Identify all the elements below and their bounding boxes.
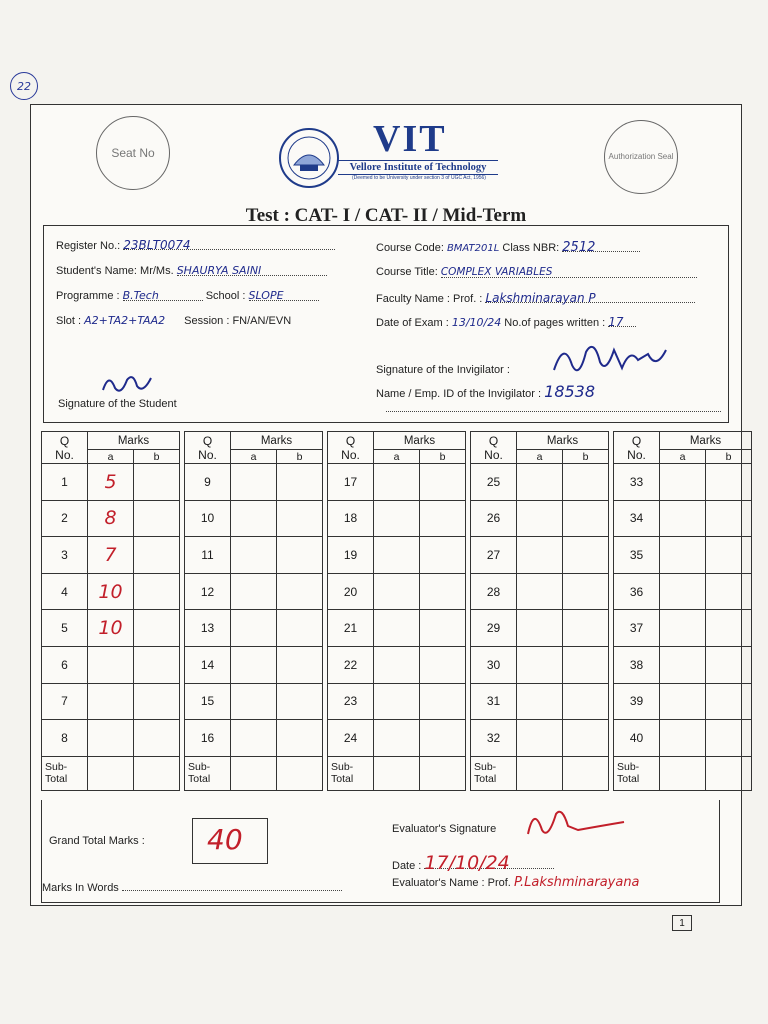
pages-label: No.of pages written : xyxy=(504,317,606,329)
student-sig-label: Signature of the Student xyxy=(58,398,177,410)
question-number: 38 xyxy=(614,646,660,683)
part-a-header: a xyxy=(660,450,706,464)
question-number: 18 xyxy=(328,500,374,537)
faculty-value: Lakshminarayan P xyxy=(485,291,695,303)
mark-a-cell[interactable] xyxy=(231,464,277,501)
mark-b-cell[interactable] xyxy=(420,500,466,537)
evaluator-name-label: Evaluator's Name : Prof. xyxy=(392,877,511,889)
question-number: 31 xyxy=(471,683,517,720)
mark-b-cell[interactable] xyxy=(420,646,466,683)
question-number: 8 xyxy=(42,720,88,757)
course-title-value: COMPLEX VARIABLES xyxy=(441,266,697,278)
question-number: 17 xyxy=(328,464,374,501)
mark-a-cell[interactable] xyxy=(517,573,563,610)
student-name-label: Student's Name: Mr/Ms. xyxy=(56,265,174,277)
part-b-header: b xyxy=(706,450,752,464)
marks-header: Marks xyxy=(517,432,609,450)
student-name-value: SHAURYA SAINI xyxy=(177,264,327,276)
table-row xyxy=(42,720,752,757)
logo-wordmark: VIT xyxy=(373,118,447,160)
q-no-header: Q No. xyxy=(614,432,660,464)
eval-date-label: Date : xyxy=(392,860,422,872)
slot-label: Slot : xyxy=(56,315,82,327)
mark-a-cell[interactable] xyxy=(660,683,706,720)
mark-a-cell[interactable] xyxy=(660,464,706,501)
mark-a-cell[interactable] xyxy=(660,646,706,683)
part-a-header: a xyxy=(517,450,563,464)
question-number: 40 xyxy=(614,720,660,757)
question-number: 20 xyxy=(328,573,374,610)
invigilator-sig-line xyxy=(386,411,721,412)
question-number: 24 xyxy=(328,720,374,757)
course-code-label: Course Code: xyxy=(376,242,444,254)
question-number: 3 xyxy=(42,537,88,574)
q-no-header: Q No. xyxy=(185,432,231,464)
table-row xyxy=(42,646,752,683)
part-b-header: b xyxy=(563,450,609,464)
table-row xyxy=(42,464,752,501)
register-no-field xyxy=(56,238,335,252)
mark-a-cell[interactable] xyxy=(88,500,134,537)
subtotal-a-cell[interactable] xyxy=(374,756,420,790)
question-number: 10 xyxy=(185,500,231,537)
mark-b-cell[interactable] xyxy=(277,683,323,720)
question-number: 1 xyxy=(42,464,88,501)
question-number: 6 xyxy=(42,646,88,683)
question-number: 15 xyxy=(185,683,231,720)
class-nbr-value: 2512 xyxy=(562,240,640,252)
invigilator-signature xyxy=(544,340,684,380)
mark-a-cell[interactable] xyxy=(660,537,706,574)
question-number: 5 xyxy=(42,610,88,647)
mark-b-cell[interactable] xyxy=(563,464,609,501)
mark-a-cell[interactable] xyxy=(374,537,420,574)
programme-field xyxy=(56,289,319,302)
register-value: 23BLT0074 xyxy=(123,238,335,250)
mark-b-cell[interactable] xyxy=(420,720,466,757)
student-info-box xyxy=(43,225,729,423)
invigilator-id-value: 18538 xyxy=(544,382,596,401)
evaluator-signature xyxy=(520,804,630,842)
question-number: 30 xyxy=(471,646,517,683)
mark-a-cell[interactable] xyxy=(231,573,277,610)
question-number: 37 xyxy=(614,610,660,647)
evaluator-name-value: P.Lakshminarayana xyxy=(513,875,640,890)
subtotal-a-cell[interactable] xyxy=(231,756,277,790)
mark-a-cell[interactable] xyxy=(231,720,277,757)
mark-b-cell[interactable] xyxy=(277,464,323,501)
mark-b-cell[interactable] xyxy=(706,573,752,610)
marks-header: Marks xyxy=(88,432,180,450)
handwritten-mark: 7 xyxy=(104,543,117,566)
course-code-field xyxy=(376,240,640,254)
course-title-field xyxy=(376,266,697,278)
subtotal-b-cell[interactable] xyxy=(563,756,609,790)
mark-b-cell[interactable] xyxy=(706,500,752,537)
subtotal-label: Sub- Total xyxy=(471,756,517,790)
mark-b-cell[interactable] xyxy=(134,500,180,537)
question-number: 19 xyxy=(328,537,374,574)
mark-a-cell[interactable] xyxy=(231,500,277,537)
student-name-field xyxy=(56,264,327,277)
mark-a-cell[interactable] xyxy=(231,537,277,574)
invigilator-name-field xyxy=(376,382,595,401)
mark-b-cell[interactable] xyxy=(277,537,323,574)
question-number: 35 xyxy=(614,537,660,574)
subtotal-row xyxy=(42,756,752,790)
mark-b-cell[interactable] xyxy=(706,537,752,574)
question-number: 4 xyxy=(42,573,88,610)
mark-a-cell[interactable] xyxy=(517,464,563,501)
mark-b-cell[interactable] xyxy=(563,500,609,537)
question-number: 29 xyxy=(471,610,517,647)
question-number: 9 xyxy=(185,464,231,501)
student-sig-field xyxy=(58,398,177,410)
mark-b-cell[interactable] xyxy=(277,646,323,683)
mark-b-cell[interactable] xyxy=(420,610,466,647)
mark-b-cell[interactable] xyxy=(134,720,180,757)
question-number: 2 xyxy=(42,500,88,537)
corner-page-mark: 22 xyxy=(10,72,38,100)
slot-value: A2+TA2+TAA2 xyxy=(84,314,166,327)
question-number: 13 xyxy=(185,610,231,647)
table-row xyxy=(42,537,752,574)
subtotal-label: Sub- Total xyxy=(614,756,660,790)
table-row xyxy=(42,610,752,647)
page-number: 1 xyxy=(672,915,692,931)
mark-a-cell[interactable] xyxy=(374,573,420,610)
question-number: 34 xyxy=(614,500,660,537)
mark-b-cell[interactable] xyxy=(563,610,609,647)
register-label: Register No.: xyxy=(56,240,121,252)
question-number: 21 xyxy=(328,610,374,647)
slot-field xyxy=(56,314,291,327)
mark-b-cell[interactable] xyxy=(563,646,609,683)
authorization-seal: Authorization Seal xyxy=(604,120,678,194)
evaluator-name-field xyxy=(392,875,640,890)
mark-a-cell[interactable] xyxy=(517,610,563,647)
question-number: 27 xyxy=(471,537,517,574)
mark-a-cell[interactable] xyxy=(88,683,134,720)
seat-no-seal: Seat No xyxy=(96,116,170,190)
eval-date-value: 17/10/24 xyxy=(424,852,554,869)
mark-b-cell[interactable] xyxy=(277,610,323,647)
mark-a-cell[interactable] xyxy=(88,720,134,757)
part-b-header: b xyxy=(277,450,323,464)
table-row xyxy=(42,500,752,537)
school-label: School : xyxy=(205,290,246,302)
mark-b-cell[interactable] xyxy=(134,573,180,610)
question-number: 36 xyxy=(614,573,660,610)
mark-b-cell[interactable] xyxy=(277,500,323,537)
q-no-header: Q No. xyxy=(328,432,374,464)
subtotal-label: Sub- Total xyxy=(328,756,374,790)
mark-a-cell[interactable] xyxy=(88,537,134,574)
mark-b-cell[interactable] xyxy=(277,720,323,757)
mark-a-cell[interactable] xyxy=(517,720,563,757)
eval-date-field xyxy=(392,852,554,872)
grand-total-box xyxy=(192,818,268,864)
exam-date-value: 13/10/24 xyxy=(451,316,502,329)
mark-a-cell[interactable] xyxy=(88,646,134,683)
programme-value: B.Tech xyxy=(123,289,203,301)
mark-a-cell[interactable] xyxy=(660,573,706,610)
answer-sheet-cover xyxy=(30,104,742,906)
subtotal-label: Sub- Total xyxy=(185,756,231,790)
marks-header: Marks xyxy=(374,432,466,450)
mark-a-cell[interactable] xyxy=(374,500,420,537)
mark-a-cell[interactable] xyxy=(231,610,277,647)
question-number: 22 xyxy=(328,646,374,683)
mark-b-cell[interactable] xyxy=(134,537,180,574)
part-b-header: b xyxy=(420,450,466,464)
invigilator-sig-field xyxy=(376,364,510,376)
faculty-field xyxy=(376,291,695,305)
programme-label: Programme : xyxy=(56,290,120,302)
mark-b-cell[interactable] xyxy=(563,573,609,610)
subtotal-b-cell[interactable] xyxy=(706,756,752,790)
test-title: Test : CAT- I / CAT- II / Mid-Term xyxy=(245,205,527,226)
question-number: 33 xyxy=(614,464,660,501)
marks-in-words-field xyxy=(42,879,342,894)
question-number: 14 xyxy=(185,646,231,683)
subtotal-a-cell[interactable] xyxy=(660,756,706,790)
handwritten-mark: 5 xyxy=(104,470,117,493)
part-b-header: b xyxy=(134,450,180,464)
handwritten-mark: 8 xyxy=(104,507,117,530)
mark-b-cell[interactable] xyxy=(706,683,752,720)
marks-header: Marks xyxy=(231,432,323,450)
grand-total-value: 40 xyxy=(207,823,243,856)
mark-a-cell[interactable] xyxy=(517,683,563,720)
mark-b-cell[interactable] xyxy=(563,537,609,574)
question-number: 16 xyxy=(185,720,231,757)
mark-a-cell[interactable] xyxy=(374,646,420,683)
exam-date-label: Date of Exam : xyxy=(376,317,449,329)
mark-b-cell[interactable] xyxy=(134,610,180,647)
subtotal-b-cell[interactable] xyxy=(277,756,323,790)
exam-date-field xyxy=(376,315,636,329)
logo-tagline: (Deemed to be University under section 3 of UGC Act, 1956) xyxy=(352,175,486,181)
question-number: 28 xyxy=(471,573,517,610)
course-title-label: Course Title: xyxy=(376,266,438,278)
invigilator-sig-label: Signature of the Invigilator : xyxy=(376,364,510,376)
mark-b-cell[interactable] xyxy=(134,683,180,720)
mark-b-cell[interactable] xyxy=(420,573,466,610)
vit-emblem-icon xyxy=(278,127,340,189)
mark-b-cell[interactable] xyxy=(420,683,466,720)
evaluation-box xyxy=(41,800,720,903)
mark-a-cell[interactable] xyxy=(517,537,563,574)
table-row xyxy=(42,683,752,720)
mark-a-cell[interactable] xyxy=(517,646,563,683)
part-a-header: a xyxy=(374,450,420,464)
mark-b-cell[interactable] xyxy=(706,720,752,757)
pages-value: 17 xyxy=(608,315,636,327)
handwritten-mark: 10 xyxy=(98,580,123,603)
mark-a-cell[interactable] xyxy=(660,720,706,757)
mark-b-cell[interactable] xyxy=(420,537,466,574)
mark-a-cell[interactable] xyxy=(660,610,706,647)
mark-b-cell[interactable] xyxy=(706,464,752,501)
question-number: 32 xyxy=(471,720,517,757)
mark-a-cell[interactable] xyxy=(660,500,706,537)
question-number: 11 xyxy=(185,537,231,574)
q-no-header: Q No. xyxy=(42,432,88,464)
logo-institute-name: Vellore Institute of Technology xyxy=(338,160,498,175)
mark-a-cell[interactable] xyxy=(88,610,134,647)
q-no-header: Q No. xyxy=(471,432,517,464)
mark-a-cell[interactable] xyxy=(88,573,134,610)
evaluator-sig-label: Evaluator's Signature xyxy=(392,823,497,835)
mark-b-cell[interactable] xyxy=(420,464,466,501)
question-number: 39 xyxy=(614,683,660,720)
handwritten-mark: 10 xyxy=(98,617,123,640)
invigilator-name-label: Name / Emp. ID of the Invigilator : xyxy=(376,388,542,400)
faculty-label: Faculty Name : Prof. : xyxy=(376,293,483,305)
marks-table xyxy=(41,431,752,791)
marks-in-words-line xyxy=(122,879,342,891)
mark-a-cell[interactable] xyxy=(88,464,134,501)
mark-b-cell[interactable] xyxy=(706,610,752,647)
mark-b-cell[interactable] xyxy=(563,683,609,720)
subtotal-b-cell[interactable] xyxy=(420,756,466,790)
grand-total-label: Grand Total Marks : xyxy=(49,835,145,847)
question-number: 12 xyxy=(185,573,231,610)
part-a-header: a xyxy=(231,450,277,464)
subtotal-a-cell[interactable] xyxy=(88,756,134,790)
mark-b-cell[interactable] xyxy=(706,646,752,683)
mark-b-cell[interactable] xyxy=(563,720,609,757)
mark-a-cell[interactable] xyxy=(374,610,420,647)
question-number: 7 xyxy=(42,683,88,720)
subtotal-label: Sub- Total xyxy=(42,756,88,790)
mark-a-cell[interactable] xyxy=(231,683,277,720)
table-row xyxy=(42,573,752,610)
question-number: 23 xyxy=(328,683,374,720)
part-a-header: a xyxy=(88,450,134,464)
mark-b-cell[interactable] xyxy=(277,573,323,610)
school-value: SLOPE xyxy=(249,289,319,301)
mark-a-cell[interactable] xyxy=(231,646,277,683)
mark-b-cell[interactable] xyxy=(134,646,180,683)
subtotal-b-cell[interactable] xyxy=(134,756,180,790)
marks-in-words-label: Marks In Words xyxy=(42,882,119,894)
mark-a-cell[interactable] xyxy=(374,464,420,501)
marks-header: Marks xyxy=(660,432,752,450)
mark-a-cell[interactable] xyxy=(374,683,420,720)
mark-b-cell[interactable] xyxy=(134,464,180,501)
class-nbr-label: Class NBR: xyxy=(502,242,560,254)
question-number: 25 xyxy=(471,464,517,501)
course-code-value: BMAT201L xyxy=(446,243,500,254)
session-label: Session : FN/AN/EVN xyxy=(184,315,292,327)
student-signature xyxy=(99,370,159,398)
question-number: 26 xyxy=(471,500,517,537)
mark-a-cell[interactable] xyxy=(374,720,420,757)
subtotal-a-cell[interactable] xyxy=(517,756,563,790)
mark-a-cell[interactable] xyxy=(517,500,563,537)
